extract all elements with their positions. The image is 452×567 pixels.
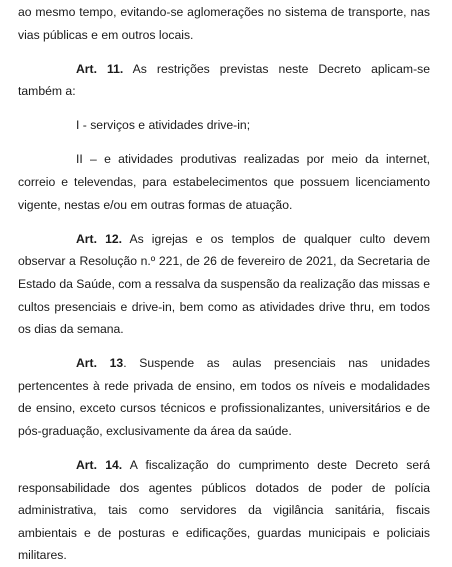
article-13-label: Art. 13 xyxy=(76,356,124,371)
article-11-item-2-text: II – e atividades produtivas realizadas por meio da internet, correio e televendas, para estabelecimentos que possuem licenciamento vigente, nestas e/ou em outras formas de atuação. xyxy=(18,152,430,212)
document-page xyxy=(18,0,430,567)
article-12-text: As igrejas e os templos de qualquer culto devem observar a Resolução n.º 221, de 26 de fevereiro de 2021, da Secretaria de Estado da Saúde, com a ressalva da suspensão da realização das missas e cultos presenciais e drive-in, bem como as atividades drive thru, em todos os dias da semana. xyxy=(18,231,430,337)
spacer xyxy=(18,46,430,58)
intro-paragraph xyxy=(18,1,430,46)
article-13-text: . Suspende as aulas presenciais nas unidades pertencentes à rede privada de ensino, em todos os níveis e modalidades de ensino, exceto cursos técnicos e profissionalizantes, universitários e de pós-graduação, exclusivamente da área da saúde. xyxy=(18,356,431,438)
article-11-item-1 xyxy=(18,114,430,137)
spacer xyxy=(18,216,430,228)
article-11-text: As restrições previstas neste Decreto aplicam-se também a: xyxy=(18,61,431,99)
article-12-label: Art. 12. xyxy=(76,231,123,246)
intro-text: ao mesmo tempo, evitando-se aglomerações no sistema de transporte, nas vias públicas e em outros locais. xyxy=(18,5,430,42)
article-14-paragraph xyxy=(18,454,430,567)
article-11-label: Art. 11. xyxy=(76,61,124,76)
article-13-paragraph xyxy=(18,352,430,442)
spacer xyxy=(18,341,430,353)
article-11-paragraph xyxy=(18,58,430,103)
article-14-label: Art. 14. xyxy=(76,458,123,473)
article-12-paragraph xyxy=(18,228,430,341)
spacer xyxy=(18,137,430,149)
spacer xyxy=(18,103,430,115)
article-14-text: A fiscalização do cumprimento deste Decreto será responsabilidade dos agentes públicos dotados de poder de polícia administrativa, tais como servidores da vigilância sanitária, fiscais ambientais e de posturas e edificações, guardas municipais e policiais militares. xyxy=(18,458,430,563)
article-11-item-1-text: I - serviços e atividades drive-in; xyxy=(76,118,251,133)
spacer xyxy=(18,443,430,455)
article-11-item-2 xyxy=(18,148,430,216)
